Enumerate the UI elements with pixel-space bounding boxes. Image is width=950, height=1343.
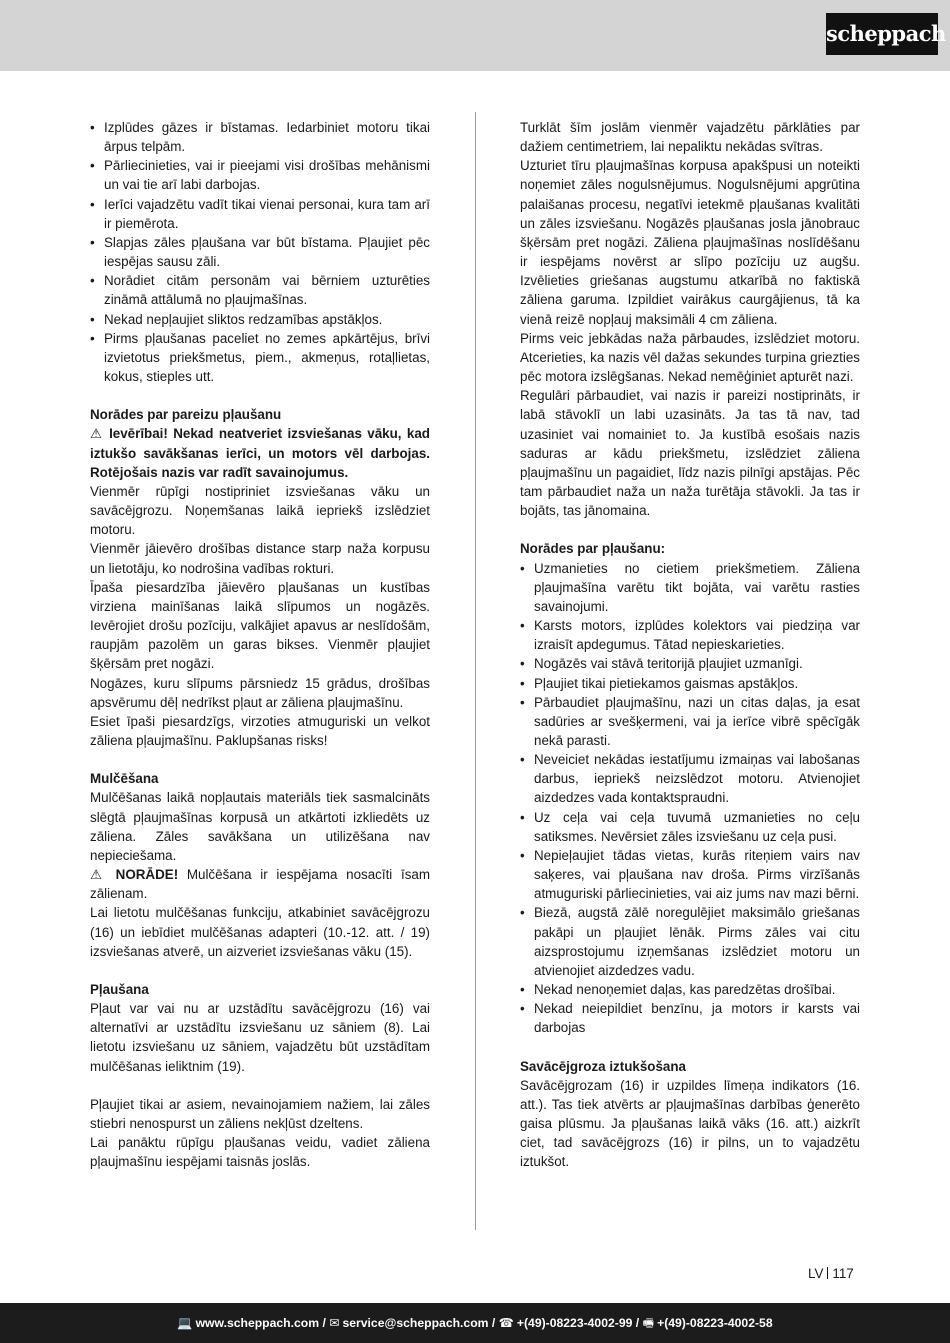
list-item: • Pārbaudiet pļaujmašīnu, nazi un citas daļas, ja esat sadūries ar svešķermeni, vai ja ierīce vibrē spēcīgāk nekā parasti.	[520, 693, 860, 750]
page-number-value: 117	[832, 1266, 854, 1281]
right-column	[520, 118, 860, 1172]
footer-separator: /	[488, 1316, 499, 1330]
footer-separator: /	[319, 1316, 330, 1330]
paragraph: Lai panāktu rūpīgu pļaušanas veidu, vadiet zāliena pļaujmašīnu iespējami taisnās joslās.	[90, 1135, 430, 1170]
note-paragraph	[90, 865, 430, 903]
list-item: • Norādiet citām personām vai bērniem uzturēties zināmā attālumā no pļaujmašīnas.	[90, 271, 430, 309]
page-number-separator	[827, 1267, 828, 1279]
safety-bullet-list	[90, 118, 430, 386]
warning-icon: ⚠	[90, 426, 104, 442]
section-heading-correct-mowing: Norādes par pareizu pļaušanu	[90, 407, 282, 423]
page-number	[808, 1264, 854, 1283]
list-item: • Nekad neiepildiet benzīnu, ja motors ir karsts vai darbojas	[520, 999, 860, 1037]
phone-icon: ☎	[498, 1316, 514, 1330]
section-heading-mowing-notes: Norādes par pļaušanu:	[520, 541, 666, 557]
paragraph: Uzturiet tīru pļaujmašīnas korpusa apakšpusi un noteikti noņemiet zāles nogulsnējumus. Nogulsnējumi apgrūtina palaišanas procesu, negatīvi ietekmē pļaušanas kvalitāti un zāles izsviešanu. Nogāzēs pļaušanas josla jānobrauc šķērsām pret nogāzi. Zāliena pļaujmašīnas noslīdēšanu ir iespējams novērst ar slīpo pozīciju uz augšu. Izvēlieties griešanas augstumu atkarībā no faktiskā zāliena garuma. Izpildiet vairākus caurgājienus, tā ka vienā reizē nopļauj maksimāli 4 cm zāliena.	[520, 158, 860, 327]
list-item: • Nepieļaujiet tādas vietas, kurās riteņiem vairs nav saķeres, vai pļaušana nav droša. Pirms virzīšanās atmuguriski pārliecinieties, vai aiz jums nav mazi bērni.	[520, 846, 860, 903]
paragraph: Pļaujiet tikai ar asiem, nevainojamiem nažiem, lai zāles stiebri nenospurst un zāliens nekļūst dzeltens.	[90, 1096, 430, 1132]
list-item: • Pārliecinieties, vai ir pieejami visi drošības mehānismi un vai tie arī labi darbojas.	[90, 156, 430, 194]
header-band	[0, 0, 950, 71]
note-label: NORĀDE!	[115, 867, 179, 883]
language-code: LV	[808, 1266, 824, 1281]
list-item: • Uzmanieties no cietiem priekšmetiem. Zāliena pļaujmašīna varētu tikt bojāta, vai varētu rasties savainojumi.	[520, 559, 860, 616]
list-item: • Neveiciet nekādas iestatījumu izmaiņas vai labošanas darbus, iepriekš neizslēdzot motoru. Atvienojiet aizdedzes vada kontaktspraudni.	[520, 750, 860, 807]
paragraph: Mulčēšanas laikā nopļautais materiāls tiek sasmalcināts slēgtā pļaujmašīnas korpusā un atkārtoti izkliedēts uz zāliena. Zāles savākšana un utilizēšana nav nepieciešama.	[90, 790, 430, 863]
paragraph: Lai lietotu mulčēšanas funkciju, atkabiniet savācējgrozu (16) un iebīdiet mulčēšanas adapteri (10.-12. att. / 19) izsviešanas atverē, un aizveriet izsviešanas vāku (15).	[90, 905, 430, 959]
footer-email: service@scheppach.com	[342, 1316, 489, 1330]
warning-text: Ievērībai! Nekad neatveriet izsviešanas vāku, kad iztukšo savākšanas ierīci, un motors vēl darbojas. Rotējošais nazis var radīt savainojumus.	[90, 426, 430, 480]
list-item: • Slapjas zāles pļaušana var būt bīstama. Pļaujiet pēc iespējas sausu zāli.	[90, 233, 430, 271]
computer-icon: 💻	[177, 1316, 193, 1330]
paragraph: Vienmēr jāievēro drošības distance starp naža korpusu un lietotāju, ko nodrošina vadības rokturi.	[90, 541, 430, 576]
list-item: • Ierīci vajadzētu vadīt tikai vienai personai, kura tam arī ir piemērota.	[90, 195, 430, 233]
footer-fax: +(49)-08223-4002-58	[657, 1316, 773, 1330]
section-heading-mowing: Pļaušana	[90, 981, 149, 997]
list-item: • Pirms pļaušanas paceliet no zemes apkārtējus, brīvi izvietotus priekšmetus, piem., akmeņus, rotaļlietas, kokus, stieples utt.	[90, 329, 430, 386]
list-item: • Pļaujiet tikai pietiekamos gaismas apstākļos.	[520, 674, 860, 693]
scheppach-logo: scheppach	[826, 13, 938, 55]
paragraph: Savācējgrozam (16) ir uzpildes līmeņa indikators (16. att.). Tas tiek atvērts ar pļaujmašīnas darbības ģenerēto gaisa plūsmu. Ja pļaušanas laikā vāks (16. att.) aizkrīt ciet, tad savācējgrozs (16) ir pilns, un to vajadzētu iztukšot.	[520, 1077, 860, 1170]
list-item: • Nogāzēs vai stāvā teritorijā pļaujiet uzmanīgi.	[520, 654, 860, 673]
column-divider	[475, 112, 476, 1230]
warning-paragraph	[90, 424, 430, 481]
mail-icon: ✉	[329, 1316, 340, 1330]
section-heading-mulching: Mulčēšana	[90, 771, 159, 787]
paragraph: Turklāt šīm joslām vienmēr vajadzētu pārklāties par dažiem centimetriem, lai nepaliktu nekādas svītras.	[520, 120, 860, 155]
paragraph: Īpaša piesardzība jāievēro pļaušanas un kustības virziena mainīšanas laikā slīpumos un nogāzēs. Ievērojiet drošu pozīciju, valkājiet apavus ar neslīdošām, raupjām pazolēm un garas bikses. Vienmēr pļaujiet šķērsām pret nogāzi.	[90, 579, 430, 672]
paragraph: Pļaut var vai nu ar uzstādītu savācējgrozu (16) vai alternatīvi ar uzstādītu izsviešanu uz sāniem (8). Lai lietotu izsviešanu uz sāniem, vajadzētu būt uzstādītam mulčēšanas ieliktnim (19).	[90, 1001, 430, 1074]
footer-bar	[0, 1303, 950, 1343]
list-item: • Nekad nepļaujiet sliktos redzamības apstākļos.	[90, 310, 430, 329]
warning-icon: ⚠	[90, 867, 107, 883]
footer-separator: /	[632, 1316, 643, 1330]
list-item: • Nekad nenoņemiet daļas, kas paredzētas drošībai.	[520, 980, 860, 999]
paragraph: Esiet īpaši piesardzīgs, virzoties atmuguriski un velkot zāliena pļaujmašīnu. Paklupšanas risks!	[90, 713, 430, 748]
left-column	[90, 118, 430, 1172]
mowing-notes-list	[520, 559, 860, 1038]
paragraph: Pirms veic jebkādas naža pārbaudes, izslēdziet motoru. Atcerieties, ka nazis vēl dažas sekundes turpina griezties pēc motora izslēgšanas. Nekad nemēģiniet apturēt nazi.	[520, 330, 860, 385]
paragraph: Vienmēr rūpīgi nostipriniet izsviešanas vāku un savācējgrozu. Noņemšanas laikā iepriekš izslēdziet motoru.	[90, 483, 430, 538]
paragraph: Regulāri pārbaudiet, vai nazis ir pareizi nostiprināts, ir labā stāvoklī un labi uzasināts. Ja tas tā nav, tad uzasiniet vai nomainiet to. Ja kustībā esošais nazis saduras ar kādu priekšmetu, izslēdziet zāliena pļaujmašīnu un pagaidiet, līdz nazis pilnīgi apstājas. Pēc tam pārbaudiet naža un naža turētāja stāvokli. Ja tas ir bojāts, tas jānomaina.	[520, 388, 860, 519]
note-text: Mulčēšana ir iespējama nosacīti īsam zālienam.	[90, 867, 430, 902]
list-item: • Karsts motors, izplūdes kolektors vai piedziņa var izraisīt apdegumus. Tātad nepieskarieties.	[520, 616, 860, 654]
fax-icon: 🖷	[642, 1316, 655, 1330]
list-item: • Izplūdes gāzes ir bīstamas. Iedarbiniet motoru tikai ārpus telpām.	[90, 118, 430, 156]
list-item: • Uz ceļa vai ceļa tuvumā uzmanieties no ceļu satiksmes. Nevērsiet zāles izsviešanu uz ceļa pusi.	[520, 808, 860, 846]
list-item: • Biezā, augstā zālē noregulējiet maksimālo griešanas pakāpi un pļaujiet lēnāk. Pirms zāles vai citu aizsprostojumu izņemšanas izslēdziet motoru un atvienojiet aizdedzes vadu.	[520, 903, 860, 980]
section-heading-emptying-catcher: Savācējgroza iztukšošana	[520, 1058, 686, 1074]
footer-website: www.scheppach.com	[195, 1316, 320, 1330]
paragraph: Nogāzes, kuru slīpums pārsniedz 15 grādus, drošības apsvērumu dēļ nedrīkst pļaut ar zāliena pļaujmašīnu.	[90, 675, 430, 710]
footer-phone: +(49)-08223-4002-99	[516, 1316, 633, 1330]
